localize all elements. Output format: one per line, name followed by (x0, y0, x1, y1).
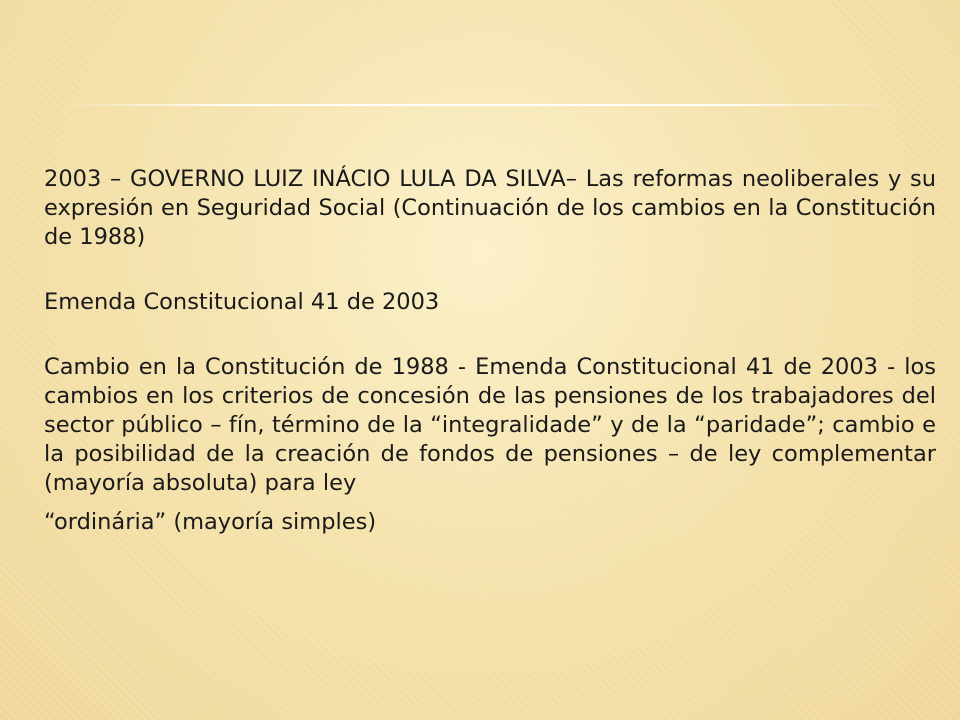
slide-content (44, 165, 936, 537)
paragraph-ordinary-law: “ordinária” (mayoría simples) (44, 509, 377, 535)
paragraph-intro: 2003 – GOVERNO LUIZ INÁCIO LULA DA SILVA– Las reformas neoliberales y su expresión en Seguridad Social (Continuación de los cambios en la Constitución de 1988) (44, 166, 936, 250)
paragraph-amendment-details: Cambio en la Constitución de 1988 - Emenda Constitucional 41 de 2003 - los cambios en los criterios de concesión de las pensiones de los trabajadores del sector público – fín, término de la “integralidade” y de la “paridade”; cambio e la posibilidad de la creación de fondos de pensiones – de ley complementar (mayoría absoluta) para ley (44, 354, 936, 496)
paragraph-amendment-title: Emenda Constitucional 41 de 2003 (44, 289, 440, 315)
top-divider (60, 104, 900, 106)
